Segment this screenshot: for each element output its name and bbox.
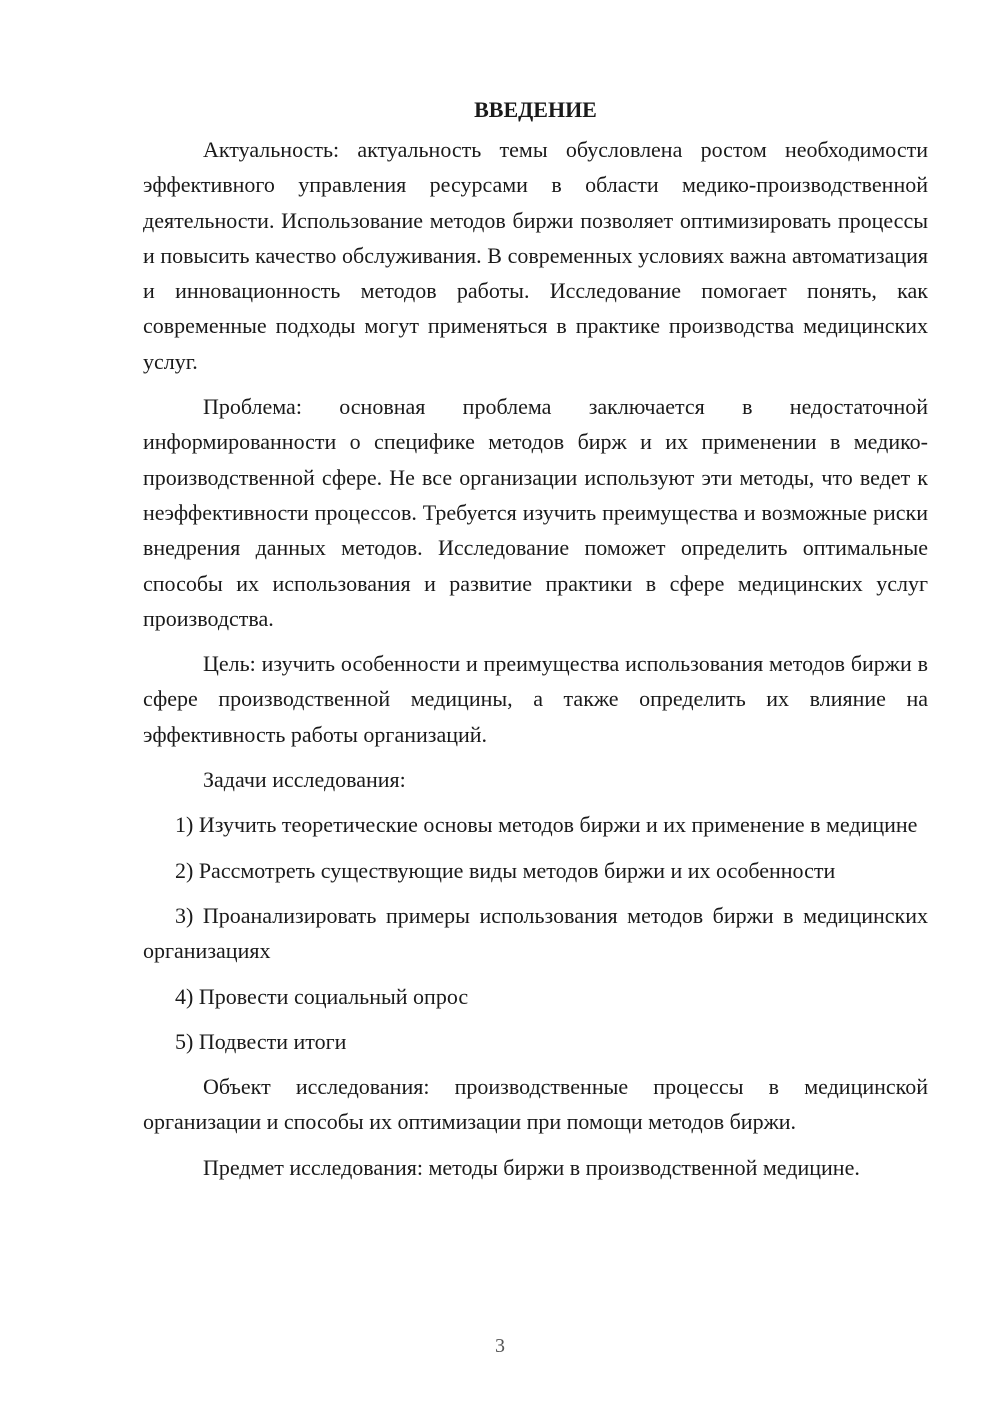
paragraph-subject: Предмет исследования: методы биржи в производственной медицине.	[203, 1154, 860, 1180]
paragraph-goal: Цель: изучить особенности и преимущества использования методов биржи в сфере производственной медицины, а также определить их влияние на эффективность работы организаций.	[143, 651, 928, 747]
list-item: 5) Подвести итоги	[175, 1028, 347, 1054]
page-number: 3	[495, 1335, 505, 1357]
paragraph-object: Объект исследования: производственные процессы в медицинской организации и способы их оптимизации при помощи методов биржи.	[143, 1074, 928, 1135]
paragraph-problem: Проблема: основная проблема заключается в недостаточной информированности о специфике методов бирж и их применении в медико-производственной сфере. Не все организации используют эти методы, что ведет к неэффективности процессов. Требуется изучить преимущества и возможные риски внедрения данных методов. Исследование поможет определить оптимальные способы их использования и развитие практики в сфере медицинских услуг производства.	[143, 394, 928, 631]
list-item: 2) Рассмотреть существующие виды методов биржи и их особенности	[175, 857, 836, 883]
list-item: 3) Проанализировать примеры использования методов биржи в медицинских организациях	[143, 902, 928, 964]
tasks-list	[143, 807, 928, 1059]
document-page	[143, 94, 928, 1185]
paragraph-relevance: Актуальность: актуальность темы обусловлена ростом необходимости эффективного управления ресурсами в области медико-производственной деятельности. Использование методов биржи позволяет оптимизировать процессы и повысить качество обслуживания. В современных условиях важна автоматизация и инновационность методов работы. Исследование помогает понять, как современные подходы могут применяться в практике производства медицинских услуг.	[143, 137, 928, 374]
page-title: ВВЕДЕНИЕ	[474, 97, 597, 122]
list-item: 1) Изучить теоретические основы методов биржи и их применение в медицине	[175, 812, 918, 838]
tasks-heading: Задачи исследования:	[203, 767, 406, 793]
list-item: 4) Провести социальный опрос	[175, 983, 469, 1009]
